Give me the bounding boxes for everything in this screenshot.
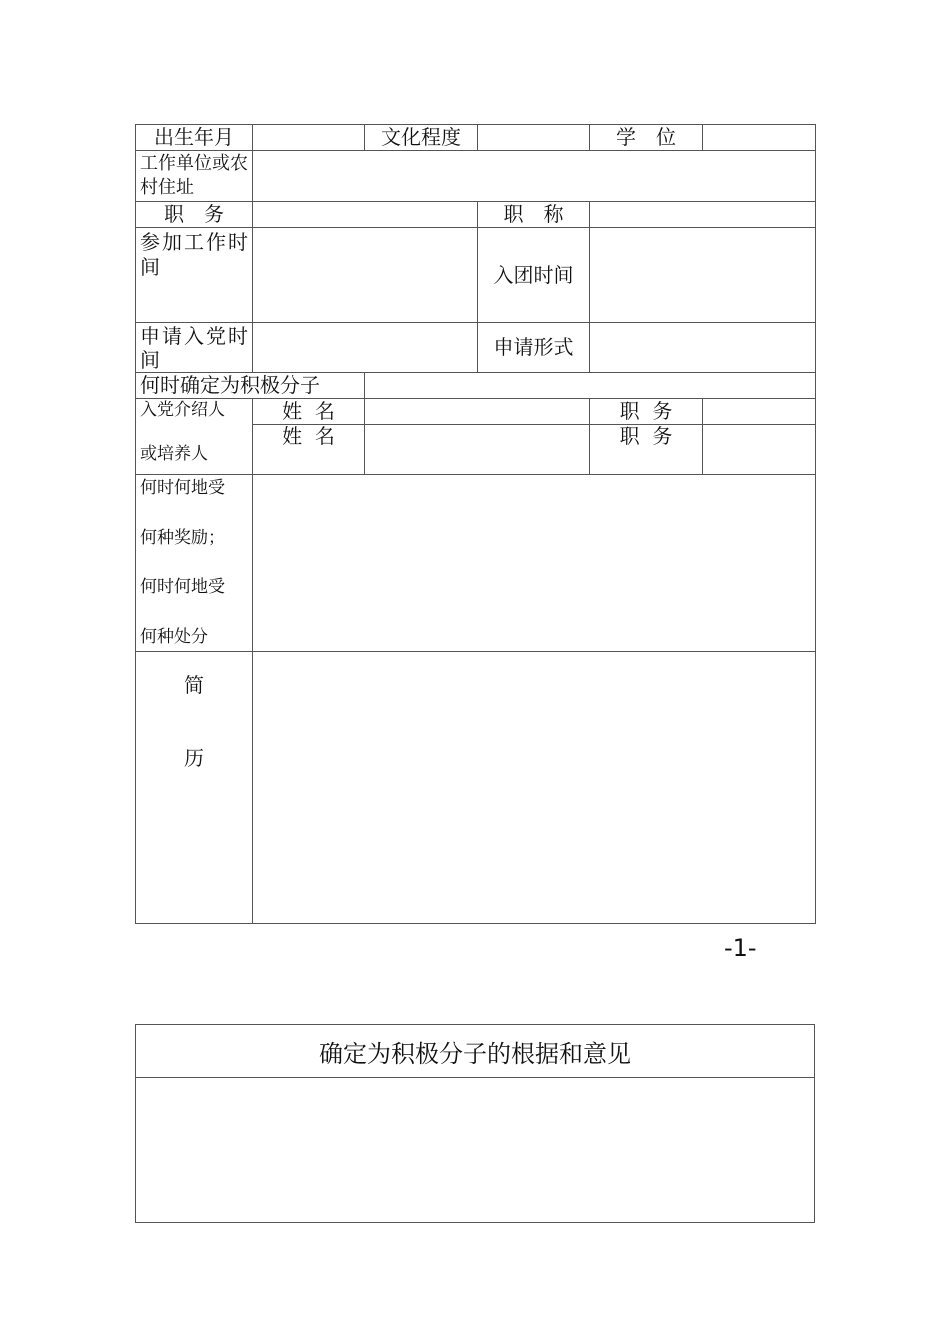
page-number: -1- [724, 934, 757, 962]
position-label: 职 务 [136, 202, 253, 228]
resume-label-line-1: 简 [184, 673, 204, 697]
activist-date-field[interactable] [365, 373, 816, 399]
introducer-2-name-field[interactable] [365, 425, 590, 475]
title-label: 职 称 [478, 202, 590, 228]
resume-label-line-2: 历 [184, 746, 204, 770]
title-field[interactable] [590, 202, 816, 228]
award-line-2: 何种奖励； [140, 527, 225, 548]
award-line-4: 何种处分 [140, 626, 208, 647]
work-start-label: 参加工作时 间 [136, 228, 253, 323]
opinion-title: 确定为积极分子的根据和意见 [136, 1025, 815, 1078]
apply-form-field[interactable] [590, 323, 816, 373]
league-join-label: 入团时间 [478, 228, 590, 323]
opinion-table [135, 1024, 815, 1223]
award-line-3: 何时何地受 [140, 577, 225, 597]
work-unit-label: 工作单位或农村住址 [136, 151, 253, 202]
award-punishment-label [136, 475, 253, 652]
introducer-1-name-field[interactable] [365, 399, 590, 425]
position-field[interactable] [253, 202, 478, 228]
apply-label: 申请入党时 间 [136, 323, 253, 373]
resume-label [136, 652, 253, 924]
birth-label: 出生年月 [136, 125, 253, 151]
education-field[interactable] [478, 125, 590, 151]
application-form-table [135, 124, 816, 924]
introducer-1-name-label: 姓 名 [253, 399, 365, 425]
introducer-2-duty-label: 职 务 [590, 425, 703, 475]
introducer-1-duty-label: 职 务 [590, 399, 703, 425]
introducer-1-duty-field[interactable] [703, 399, 816, 425]
activist-date-label: 何时确定为积极分子 [136, 373, 365, 399]
introducer-2-duty-field[interactable] [703, 425, 816, 475]
birth-field[interactable] [253, 125, 365, 151]
award-line-1: 何时何地受 [140, 478, 225, 498]
introducer-label [136, 399, 253, 475]
award-punishment-field[interactable] [253, 475, 816, 652]
introducer-label-top: 入党介绍人 [140, 400, 225, 420]
opinion-field[interactable] [136, 1078, 815, 1223]
degree-label: 学 位 [590, 125, 703, 151]
introducer-label-bottom: 或培养人 [140, 443, 208, 464]
introducer-2-name-label: 姓 名 [253, 425, 365, 475]
apply-form-label: 申请形式 [478, 323, 590, 373]
resume-field[interactable] [253, 652, 816, 924]
work-unit-field[interactable] [253, 151, 816, 202]
league-join-field[interactable] [590, 228, 816, 323]
education-label: 文化程度 [365, 125, 478, 151]
degree-field[interactable] [703, 125, 816, 151]
